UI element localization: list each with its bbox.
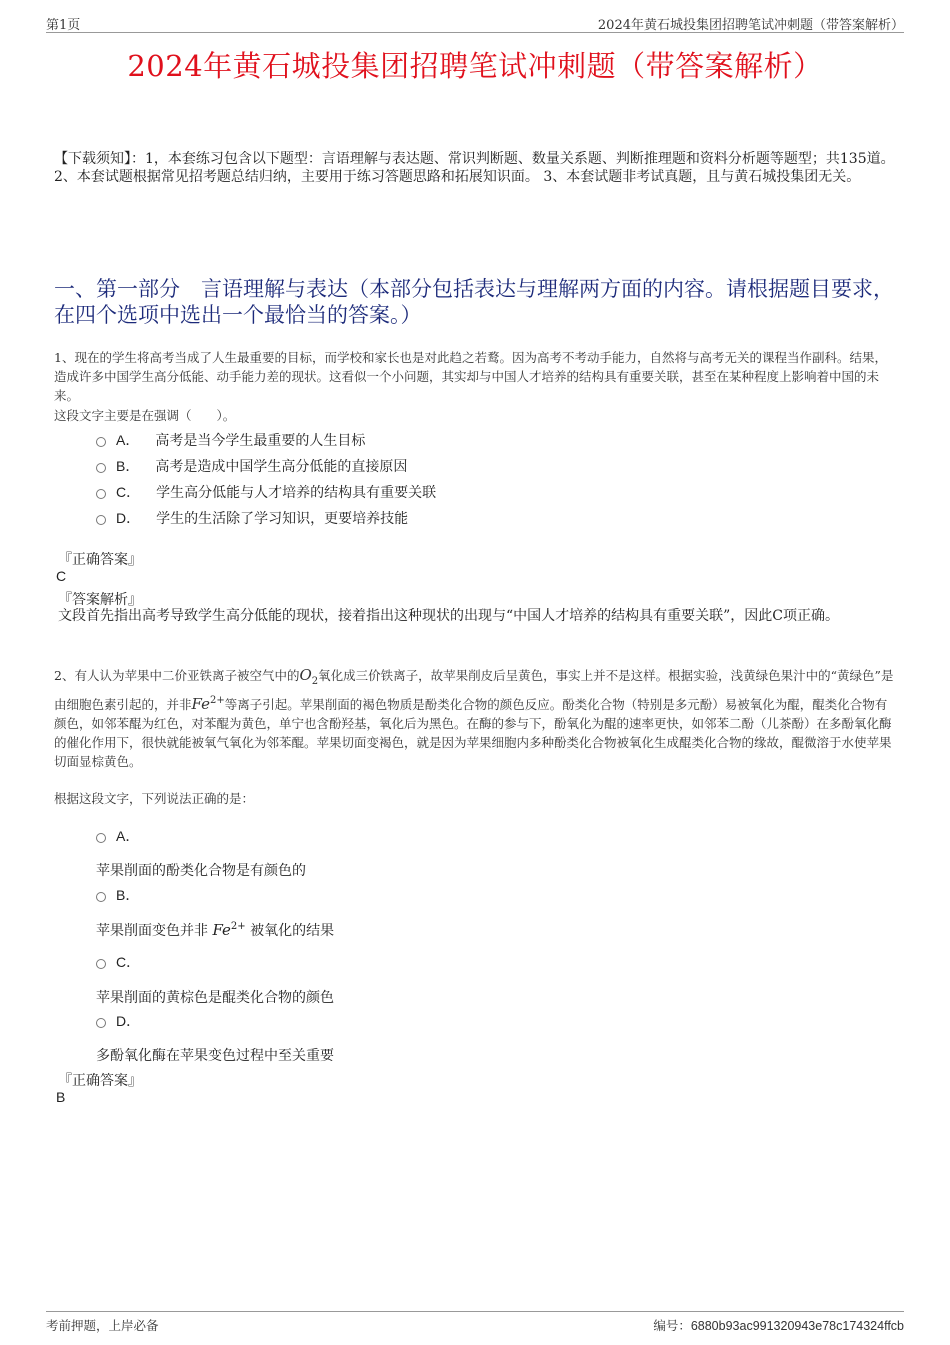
q2-answer-label: 『正确答案』 — [58, 1073, 142, 1089]
q1-stem: 1、现在的学生将高考当成了人生最重要的目标，而学校和家长也是对此趋之若鹜。因为高考不考动手能力，自然将与高考无关的课程当作副科。结果，造成许多中国学生高分低能、动手能力差的现状。这看似一个小问题，其实却与中国人才培养的结构具有重要关联，甚至在某种程度上影响着中国的未来。 — [54, 350, 887, 403]
radio-icon[interactable] — [96, 463, 106, 473]
page-header — [46, 14, 904, 33]
q2-option-c-text: 苹果削面的黄棕色是醌类化合物的颜色 — [96, 990, 334, 1006]
q1-option-d[interactable]: D． 学生的生活除了学习知识，更要培养技能 — [96, 508, 408, 528]
q2-option-a-text: 苹果削面的酚类化合物是有颜色的 — [96, 863, 306, 879]
q1-analysis: 文段首先指出高考导致学生高分低能的现状，接着指出这种现状的出现与“中国人才培养的结构具有重要关联”，因此C项正确。 — [58, 608, 840, 624]
q1-answer-label: 『正确答案』 — [58, 552, 142, 568]
footer-slogan: 考前押题，上岸必备 — [46, 1318, 159, 1333]
fe2-formula: $Fe^{2+}$ — [191, 695, 225, 713]
q2-ask: 根据这段文字，下列说法正确的是： — [54, 791, 255, 806]
q2-option-c[interactable]: C． — [96, 952, 156, 972]
radio-icon[interactable] — [96, 515, 106, 525]
q2-option-d[interactable]: D． — [96, 1011, 156, 1031]
radio-icon[interactable] — [96, 892, 106, 902]
radio-icon[interactable] — [96, 959, 106, 969]
section-heading: 一、第一部分 言语理解与表达（本部分包括表达与理解两方面的内容。请根据题目要求，在四个选项中选出一个最恰当的答案。） — [54, 277, 894, 327]
document-title: 2024年黄石城投集团招聘笔试冲刺题（带答案解析） — [127, 49, 823, 83]
page-number: 第1页 — [46, 18, 81, 33]
q1-option-c[interactable]: C． 学生高分低能与人才培养的结构具有重要关联 — [96, 482, 436, 502]
radio-icon[interactable] — [96, 437, 106, 447]
page-footer — [46, 1311, 904, 1333]
q1-option-b[interactable]: B． 高考是造成中国学生高分低能的直接原因 — [96, 456, 407, 476]
header-doc-title: 2024年黄石城投集团招聘笔试冲刺题（带答案解析） — [597, 18, 904, 33]
fe2-formula: $Fe^{2+}$ — [212, 921, 246, 939]
q1-answer: C — [56, 568, 67, 584]
q2-option-a[interactable]: A． — [96, 826, 155, 846]
radio-icon[interactable] — [96, 1018, 106, 1028]
download-notice: 【下载须知】：1，本套练习包含以下题型：言语理解与表达题、常识判断题、数量关系题、判断推理题和资料分析题等题型；共135道。 2、本套试题根据常见招考题总结归纳，主要用于练习答题思路和拓展知识面。 3、本套试题非考试真题，且与黄石城投集团无关。 — [54, 151, 895, 185]
o2-formula: $O_2$ — [299, 666, 319, 687]
q1-ask: 这段文字主要是在强调（ ）。 — [54, 408, 236, 423]
radio-icon[interactable] — [96, 833, 106, 843]
q2-answer: B — [56, 1089, 66, 1105]
q2-option-b-text: 苹果削面变色并非 $Fe^{2+}$ 被氧化的结果 — [96, 921, 335, 939]
footer-code: 编号：6880b93ac991320943e78c174324ffcb — [653, 1318, 904, 1333]
q2-stem: 2、有人认为苹果中二价亚铁离子被空气中的$O_2$氧化成三价铁离子，故苹果削皮后呈黄色，事实上并不是这样。根据实验，浅黄绿色果汁中的“黄绿色”是由细胞色素引起的，并非$Fe^{2+}$等离子引起。苹果削面的褐色物质是酚类化合物的颜色反应。酚类化合物（特别是多元酚）易被氧化为醌，醌类化合物有颜色，如邻苯醌为红色，对苯醌为黄色，单宁也含酚羟基，氧化后为黑色。在酶的参与下，酚氧化为醌的速率更快，如邻苯二酚（儿茶酚）在多酚氧化酶的催化作用下，很快就能被氧气氧化为邻苯醌。苹果切面变褐色，就是因为苹果细胞内多种酚类化合物被氧化生成醌类化合物的缘故，醌微溶于水使苹果切面显棕黄色。 — [54, 666, 894, 769]
q2-option-d-text: 多酚氧化酶在苹果变色过程中至关重要 — [96, 1048, 334, 1064]
q1-analysis-label: 『答案解析』 — [58, 592, 142, 608]
q1-option-a[interactable]: A． 高考是当今学生最重要的人生目标 — [96, 430, 365, 450]
radio-icon[interactable] — [96, 489, 106, 499]
q2-option-b[interactable]: B． — [96, 885, 155, 905]
